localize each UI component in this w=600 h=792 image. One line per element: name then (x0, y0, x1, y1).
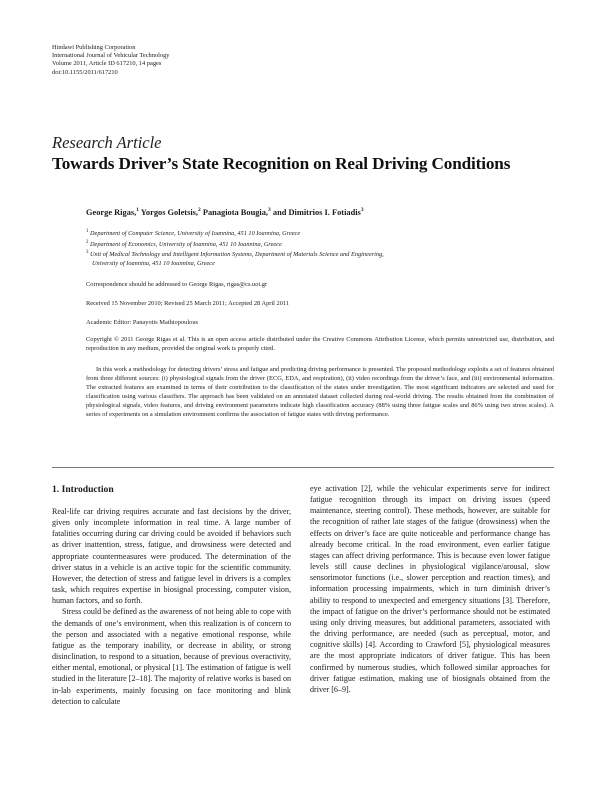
left-column (52, 506, 291, 707)
affiliation-item: University of Ioannina, 451 10 Ioannina, Greece (92, 260, 215, 268)
correspondence-line (86, 281, 267, 288)
affiliation-item: $^1$ Department of Computer Science, University of Ioannina, 451 10 Ioannina, Greece (86, 229, 301, 238)
author-name: George Rigas, (86, 207, 137, 217)
dates-line: Received 15 November 2010; Revised 25 March 2011; Accepted 28 April 2011 (86, 300, 290, 307)
author-name: Yorgos Goletsis, (140, 207, 199, 217)
section-divider (52, 467, 554, 468)
affiliation-item: $^3$ Unit of Medical Technology and Intelligent Information Systems, Department of Materials Science and Engineering, (86, 250, 384, 259)
journal-header (52, 44, 352, 77)
author-affil-mark: 2 (198, 207, 201, 213)
volume-line: Volume 2011, Article ID 617210, 14 pages (52, 60, 162, 68)
copyright-notice: Copyright © 2011 George Rigas et al. This is an open access article distributed under the Creative Commons Attribution License, which permits unrestricted use, distribution, and reproduction in any medium, provided the original work is properly cited. (86, 336, 554, 352)
author-name: Panagiota Bougia, (202, 207, 269, 217)
author-affil-mark: 3 (268, 207, 271, 213)
paragraph: Stress could be defined as the awareness of not being able to cope with the demands of one’s environment, when this realization is of concern to the person and associated with a negative emotional response, while fatigue as the temporary inability, or decrease in ability, or strong disinclination, to respond to a situation, because of previous overactivity, either mental, emotional, or physical [1]. The estimation of fatigue is well studied in the literature [2–18]. The majority of relative works is based on in-lab experiments, mainly focusing on face monitoring and blink detection to calculate (52, 607, 291, 706)
correspondence-text: Correspondence should be addressed to George Rigas, rigas@cs.uoi.gr (86, 281, 268, 288)
affiliation-list (86, 228, 556, 269)
author-affil-mark: 3 (360, 207, 364, 213)
publisher-line: Hindawi Publishing Corporation (52, 44, 136, 51)
author-list (86, 207, 364, 217)
author-affil-mark: 1 (136, 207, 139, 213)
editor-line: Academic Editor: Panayotis Mathiopoulous (86, 319, 198, 326)
journal-line: International Journal of Vehicular Technology (52, 52, 170, 60)
author-name: and Dimitrios I. Fotiadis (272, 207, 361, 217)
right-column (310, 483, 550, 695)
doi-line: doi:10.1155/2011/617210 (52, 68, 118, 76)
article-title: Towards Driver’s State Recognition on Real Driving Conditions (52, 154, 511, 173)
paragraph: Real-life car driving requires accurate and fast decisions by the driver, given only incomplete information in real time. A large number of fatalities occurring during car driving could be avoided if behaviors such as driver inattention, stress, fatigue, and drowsiness were detected and appropriate countermeasures were produced. The determination of the driver status in a vehicle is an active topic for the scientific community. However, the detection of stress and fatigue level in drivers is a complex task, which requires expertise in biosignal processing, computer vision, human factors, and so forth. (52, 507, 291, 606)
affiliation-item: $^2$ Department of Economics, University of Ioannina, 451 10 Ioannina, Greece (86, 239, 282, 248)
article-type: Research Article (52, 133, 162, 152)
paragraph: eye activation [2], while the vehicular experiments serve for indirect fatigue recognition through its impact on driving issues (speed maintenance, steering control). These methods, however, are suitable for the recognition of rather late stages of the fatigue (drowsiness) when the effects on driver’s face are quite noticeable and performance change has already become critical. In the road environment, even earlier fatigue stages can affect driving performance. This is because even lower fatigue levels still cause declines in physiological vigilance/arousal, slow sensorimotor functions (i.e., slower perception and reaction times), and information processing impairments, which in turn diminish driver’s ability to respond to unexpected and emergency situations [3]. Therefore, the impact of fatigue on the driver’s performance should not be estimated using only driving measures, but additional parameters, associated with the driving performance, are needed (such as perceptual, motor, and cognitive skills) [4]. According to Crawford [5], physiological measures are the most appropriate indicators of driver fatigue. This has been confirmed by numerous studies, which followed similar approaches for driver fatigue estimation, making use of biosignals obtained from the driver [6–9]. (310, 484, 550, 694)
section-heading: 1. Introduction (52, 484, 114, 495)
abstract: In this work a methodology for detecting drivers’ stress and fatigue and predicting driving performance is presented. The proposed methodology exploits a set of features obtained from three different sources: (i) physiological signals from the driver (ECG, EDA, and respiration), (ii) video recordings from the driver’s face, and (iii) environmental information. The extracted features are examined in terms of their contribution to the classification of the states under investigation. The most significant indicators are selected and used for classification using various classifiers. The approach has been validated on an annotated dataset collected during real-world driving. The results obtained from the combination of physiological signals, video features, and driving environment parameters indicate high classification accuracy (88% using three fatigue scales and 86% using two stress scales). A series of experiments on a simulation environment confirms the association of fatigue states with driving performance. (86, 366, 554, 418)
